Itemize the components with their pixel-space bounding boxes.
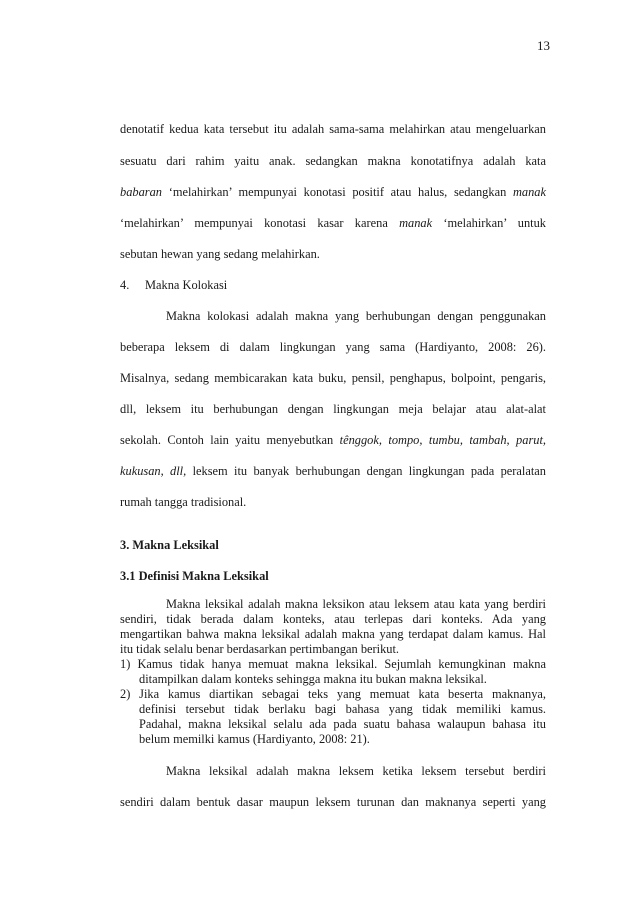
body-line: Makna leksikal adalah makna leksem ketika leksem tersebut berdiri	[166, 764, 546, 778]
body-line	[120, 464, 546, 478]
body-line: dll, leksem itu berhubungan dengan lingkungan meja belajar atau alat-alat	[120, 402, 546, 416]
list-item-2-cont: belum memilki kamus (Hardiyanto, 2008: 21).	[139, 732, 370, 746]
list-item-4	[120, 278, 546, 292]
body-line: Makna kolokasi adalah makna yang berhubungan dengan penggunakan	[166, 309, 546, 323]
body-text: ‘melahirkan’ mempunyai konotasi positif atau halus, sedangkan	[162, 185, 513, 199]
body-line	[120, 185, 546, 199]
italic-term: babaran	[120, 185, 162, 199]
body-line: sesuatu dari rahim yaitu anak. sedangkan makna konotatifnya adalah kata	[120, 154, 546, 168]
list-number: 4.	[120, 278, 130, 292]
body-line	[120, 216, 546, 230]
italic-term: manak	[512, 185, 546, 199]
body-text: ‘melahirkan’ mempunyai konotasi kasar karena	[120, 216, 400, 230]
body-line: rumah tangga tradisional.	[120, 495, 247, 509]
section-heading: 3. Makna Leksikal	[120, 538, 219, 552]
body-line: sebutan hewan yang sedang melahirkan.	[120, 247, 320, 261]
list-item-2-cont: definisi tersebut tidak berlaku bagi bahasa yang tidak memiliki kamus.	[139, 702, 546, 716]
body-line: mengartikan bahwa makna leksikal adalah makna yang terdapat dalam kamus. Hal	[120, 627, 546, 641]
list-item-1: 1) Kamus tidak hanya memuat makna leksikal. Sejumlah kemungkinan makna	[120, 657, 546, 671]
body-line: beberapa leksem di dalam lingkungan yang sama (Hardiyanto, 2008: 26).	[120, 340, 546, 354]
body-line: denotatif kedua kata tersebut itu adalah sama-sama melahirkan atau mengeluarkan	[120, 122, 546, 136]
list-title: Makna Kolokasi	[145, 278, 228, 292]
italic-term: tênggok, tompo, tumbu, tambah, parut,	[339, 433, 547, 447]
body-text: leksem itu banyak berhubungan dengan lingkungan pada peralatan	[186, 464, 546, 478]
page-number: 13	[537, 38, 550, 53]
body-line: sendiri dalam bentuk dasar maupun leksem turunan dan maknanya seperti yang	[120, 795, 546, 809]
body-line: itu tidak selalu benar berdasarkan pertimbangan berikut.	[120, 642, 400, 656]
body-text: sekolah. Contoh lain yaitu menyebutkan	[120, 433, 340, 447]
list-item-1-cont: ditampilkan dalam konteks sehingga makna itu bukan makna leksikal.	[139, 672, 487, 686]
italic-term: manak	[399, 216, 433, 230]
body-line: sendiri, tidak berada dalam konteks, atau terlepas dari konteks. Ada yang	[120, 612, 546, 626]
body-line	[120, 433, 546, 447]
body-text: ‘melahirkan’ untuk	[432, 216, 546, 230]
italic-term: kukusan, dll,	[120, 464, 187, 478]
body-line: Misalnya, sedang membicarakan kata buku, pensil, penghapus, bolpoint, pengaris,	[120, 371, 546, 385]
list-item-2-cont: Padahal, makna leksikal selalu ada pada suatu bahasa walaupun bahasa itu	[139, 717, 546, 731]
body-line: Makna leksikal adalah makna leksikon atau leksem atau kata yang berdiri	[166, 597, 546, 611]
subsection-heading: 3.1 Definisi Makna Leksikal	[120, 569, 269, 583]
list-item-2: 2) Jika kamus diartikan sebagai teks yang memuat kata beserta maknanya,	[120, 687, 546, 701]
